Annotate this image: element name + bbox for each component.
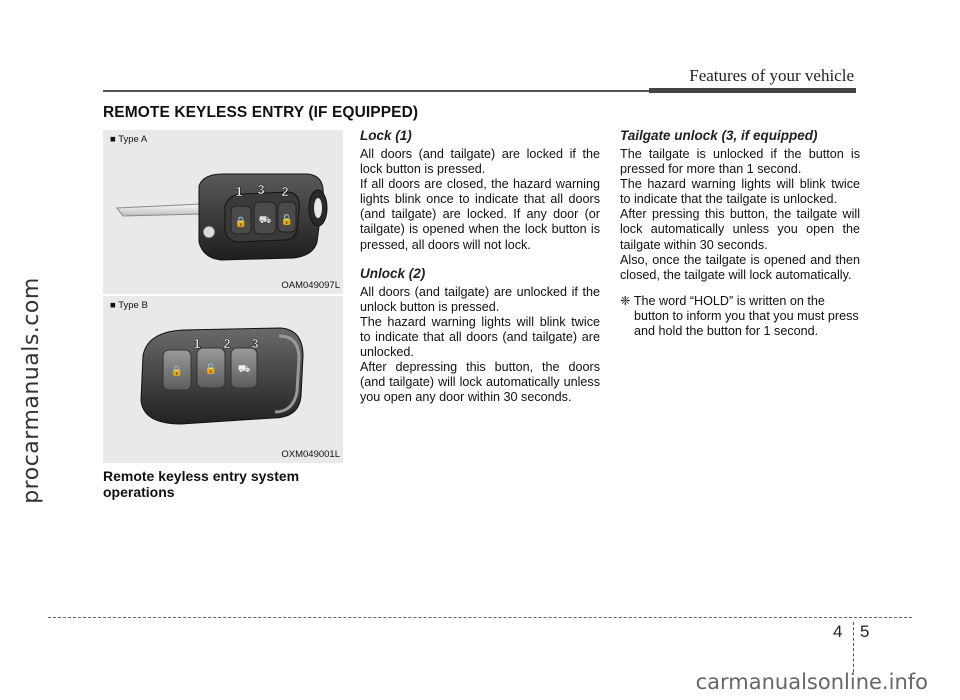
header-rule-thick xyxy=(649,88,856,93)
svg-text:🔓: 🔓 xyxy=(280,215,294,226)
column-lock-unlock xyxy=(360,128,600,405)
column-tailgate xyxy=(620,128,860,339)
svg-text:⛟: ⛟ xyxy=(258,215,272,226)
bottom-watermark: carmanualsonline.info xyxy=(695,670,928,694)
figure-type-b xyxy=(103,296,343,463)
chapter-header-title: Features of your vehicle xyxy=(689,66,854,85)
svg-text:🔒: 🔒 xyxy=(170,366,184,377)
callout-b-2: 2 xyxy=(223,336,231,351)
lock-paragraph-2: If all doors are closed, the hazard warning lights blink once to indicate that all doors (and tailgate) are locked. If any door (or tailgate) is opened when the lock button is pressed, all doors will not lock. xyxy=(360,177,600,252)
section-title: REMOTE KEYLESS ENTRY (IF EQUIPPED) xyxy=(103,104,419,121)
unlock-heading: Unlock (2) xyxy=(360,265,426,281)
side-watermark xyxy=(6,90,56,690)
lock-heading: Lock (1) xyxy=(360,128,412,143)
figure-type-b-code: OXM049001L xyxy=(281,449,340,460)
unlock-paragraph-2: The hazard warning lights will blink twice to indicate that all doors (and tailgate) are unlocked. xyxy=(360,314,600,360)
callout-b-1: 1 xyxy=(193,336,201,351)
header-rule-thin xyxy=(103,90,651,92)
page-number: 5 xyxy=(860,622,870,641)
tailgate-heading: Tailgate unlock (3, if equipped) xyxy=(620,128,818,143)
fob-type-b-illustration xyxy=(103,296,343,463)
header-rule xyxy=(103,88,856,93)
svg-text:🔓: 🔓 xyxy=(204,364,218,375)
tailgate-paragraph-3: After pressing this button, the tailgate will lock automatically unless you open the tailgate within 30 seconds. xyxy=(620,207,860,252)
figure-caption: Remote keyless entry system operations xyxy=(103,468,300,500)
callout-a-1: 1 xyxy=(235,184,243,199)
svg-text:🔒: 🔒 xyxy=(234,217,248,228)
callout-a-2: 2 xyxy=(281,184,289,199)
key-blade xyxy=(117,204,201,216)
page-number-separator xyxy=(853,622,854,672)
tailgate-paragraph-1: The tailgate is unlocked if the button is pressed for more than 1 second. xyxy=(620,147,860,177)
hold-note: ❈ The word “HOLD” is written on the button to inform you that you must press and hold the button for 1 second. xyxy=(620,293,859,339)
tailgate-paragraph-4: Also, once the tailgate is opened and then closed, the tailgate will lock automatically. xyxy=(620,252,860,282)
footer-rule xyxy=(48,617,912,618)
fob-type-a-illustration xyxy=(103,130,343,294)
callout-b-3: 3 xyxy=(251,336,259,351)
tailgate-paragraph-2: The hazard warning lights will blink twice to indicate that the tailgate is unlocked. xyxy=(620,177,860,207)
callout-a-3: 3 xyxy=(257,182,265,197)
figure-type-b-label: ■ Type B xyxy=(110,300,148,311)
unlock-paragraph-1: All doors (and tailgate) are unlocked if the unlock button is pressed. xyxy=(360,284,600,314)
lock-paragraph-1: All doors (and tailgate) are locked if the lock button is pressed. xyxy=(360,147,600,177)
figure-type-a-code: OAM049097L xyxy=(281,280,340,291)
svg-text:⛟: ⛟ xyxy=(237,364,251,375)
unlock-paragraph-3: After depressing this button, the doors (and tailgate) will lock automatically unless you open any door within 30 seconds. xyxy=(360,360,600,405)
figure-type-a-label: ■ Type A xyxy=(110,134,148,145)
figure-type-a xyxy=(103,130,343,294)
chapter-number: 4 xyxy=(833,622,843,641)
side-watermark-text: procarmanuals.com xyxy=(18,276,44,504)
